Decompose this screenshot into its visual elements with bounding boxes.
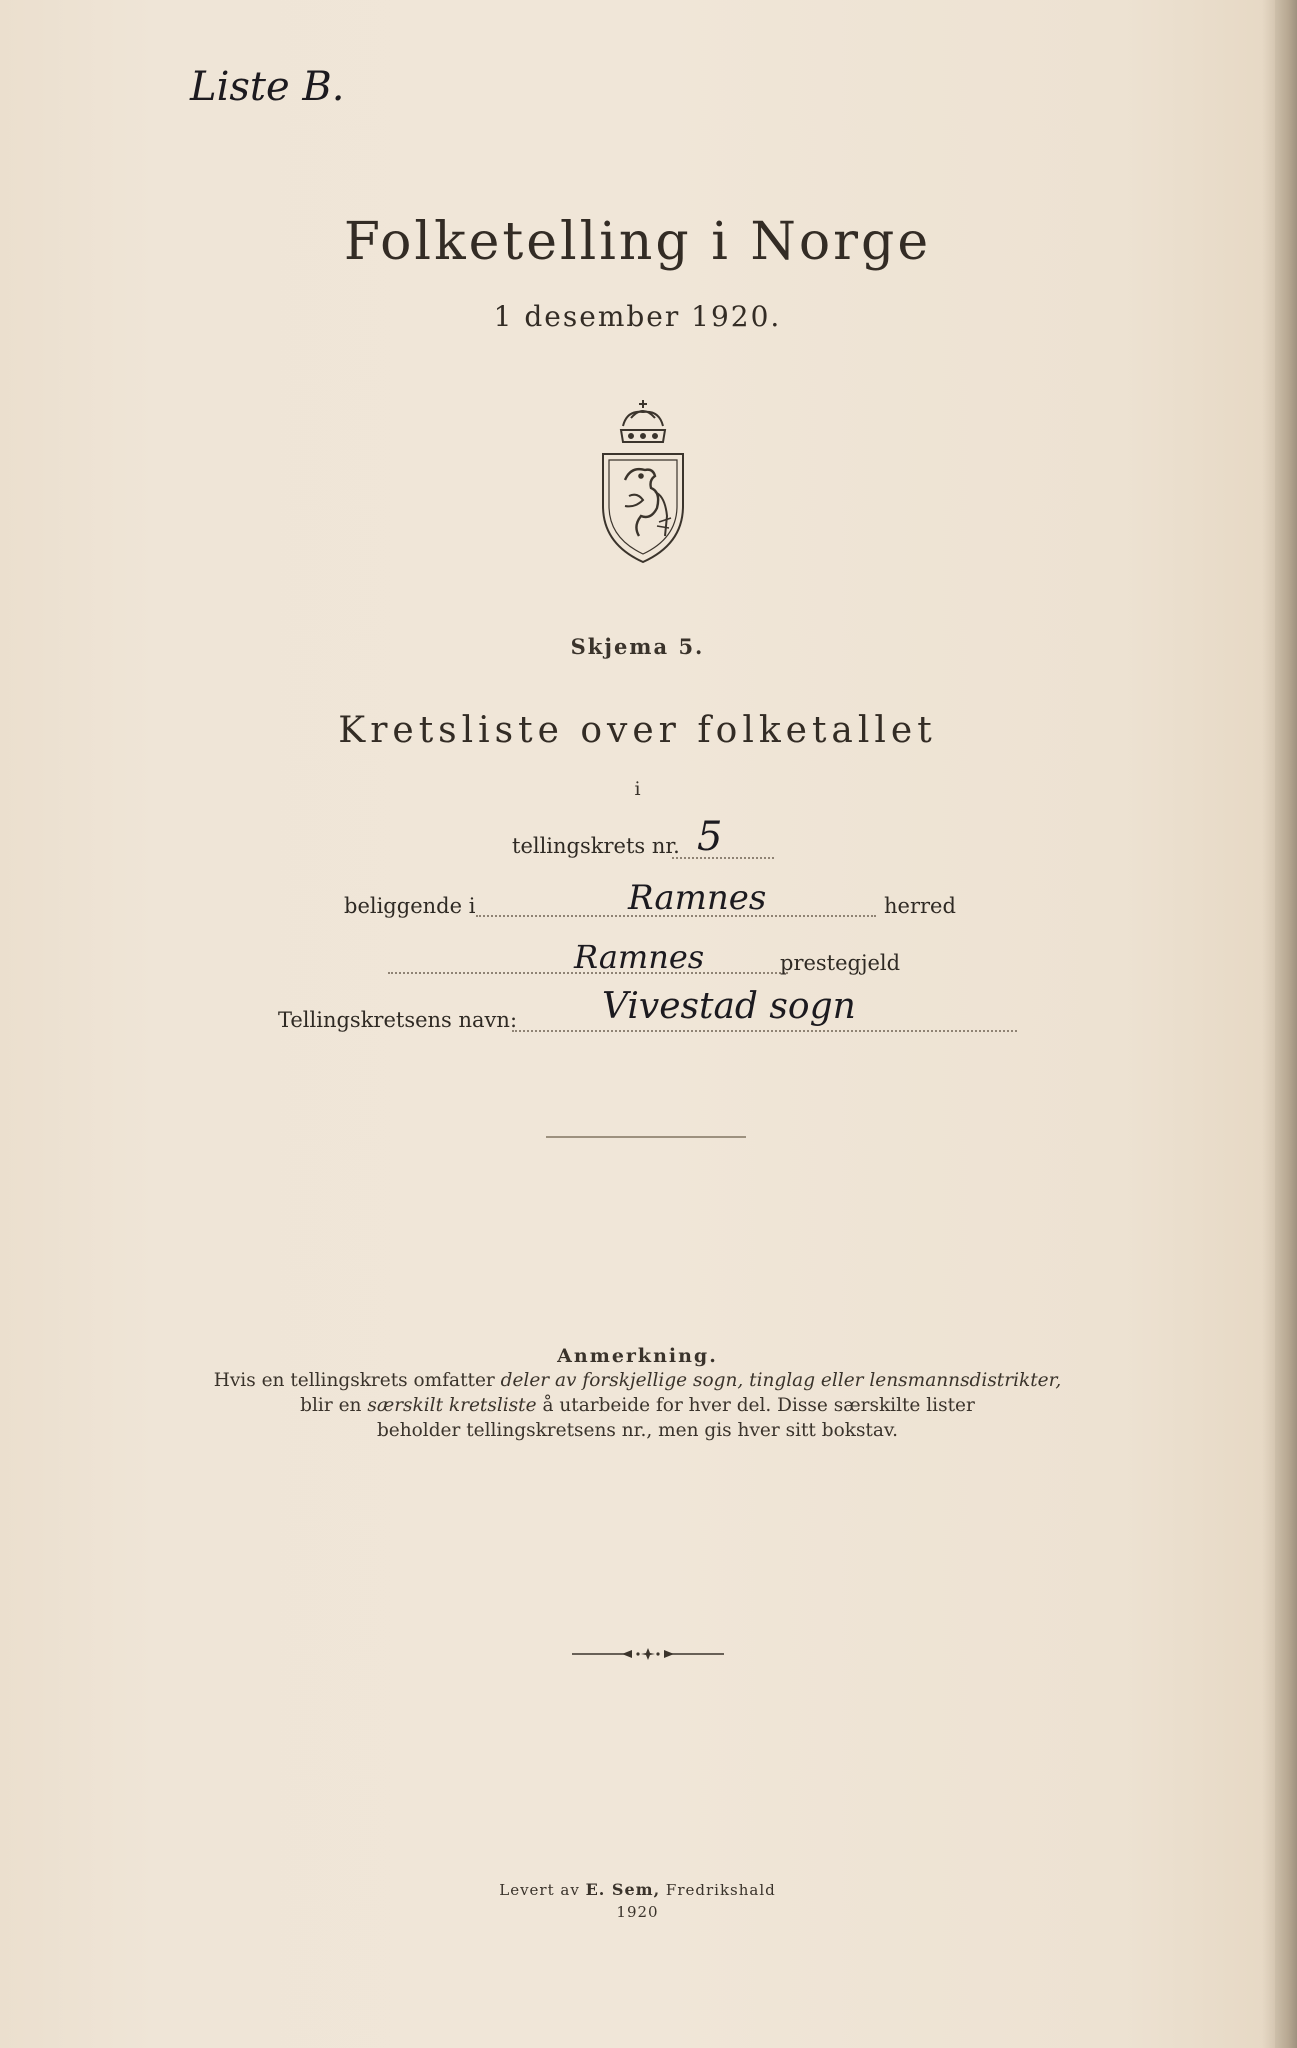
note-line-3: beholder tellingskretsens nr., men gis hver sitt bokstav. [376, 1420, 899, 1441]
printer-credit [0, 1880, 1275, 1899]
connector-text: i [634, 778, 641, 800]
note-title: Anmerkning. [557, 1345, 718, 1367]
census-date: 1 desember 1920. [493, 300, 782, 333]
printer-name: E. Sem, [585, 1880, 661, 1899]
district-name-label: Tellingskretsens navn: [278, 1008, 518, 1032]
note-line-1-text: Hvis en tellingskrets omfatter [213, 1370, 501, 1391]
note-line-1-emphasis: deler av forskjellige sogn, tinglag eller lensmannsdistrikter, [500, 1370, 1062, 1391]
schema-number: Skjema 5. [570, 634, 705, 659]
separator-line [546, 1136, 746, 1138]
district-number-line [672, 857, 774, 859]
parish-suffix-label: prestegjeld [780, 951, 901, 975]
note-line-2-text-c: å utarbeide for hver del. Disse særskilte lister [536, 1395, 975, 1416]
note-line-2-text-a: blir en [300, 1395, 368, 1416]
printer-city: Fredrikshald [660, 1881, 776, 1899]
municipality-value: Ramnes [628, 878, 767, 918]
norwegian-coat-of-arms-icon [595, 396, 691, 566]
printer-prefix: Levert av [499, 1881, 586, 1899]
note-line-1 [0, 1370, 1275, 1391]
district-name-line [512, 1030, 1017, 1032]
municipality-label: beliggende i [344, 894, 476, 918]
note-line-2-emphasis: særskilt kretsliste [367, 1395, 537, 1416]
printer-year: 1920 [616, 1903, 659, 1921]
page-title: Folketelling i Norge [343, 212, 932, 272]
note-line-2 [0, 1395, 1275, 1416]
form-heading: Kretsliste over folketallet [338, 710, 937, 751]
district-number-value: 5 [697, 814, 723, 860]
district-name-value: Vivestad sogn [602, 986, 856, 1027]
page-edge [1275, 0, 1297, 2048]
district-number-label: tellingskrets nr. [512, 834, 680, 858]
parish-value: Ramnes [574, 938, 705, 976]
municipality-suffix-label: herred [884, 894, 956, 918]
corner-handwritten-note: Liste B. [190, 64, 345, 110]
ornament-divider-icon [570, 1646, 726, 1660]
